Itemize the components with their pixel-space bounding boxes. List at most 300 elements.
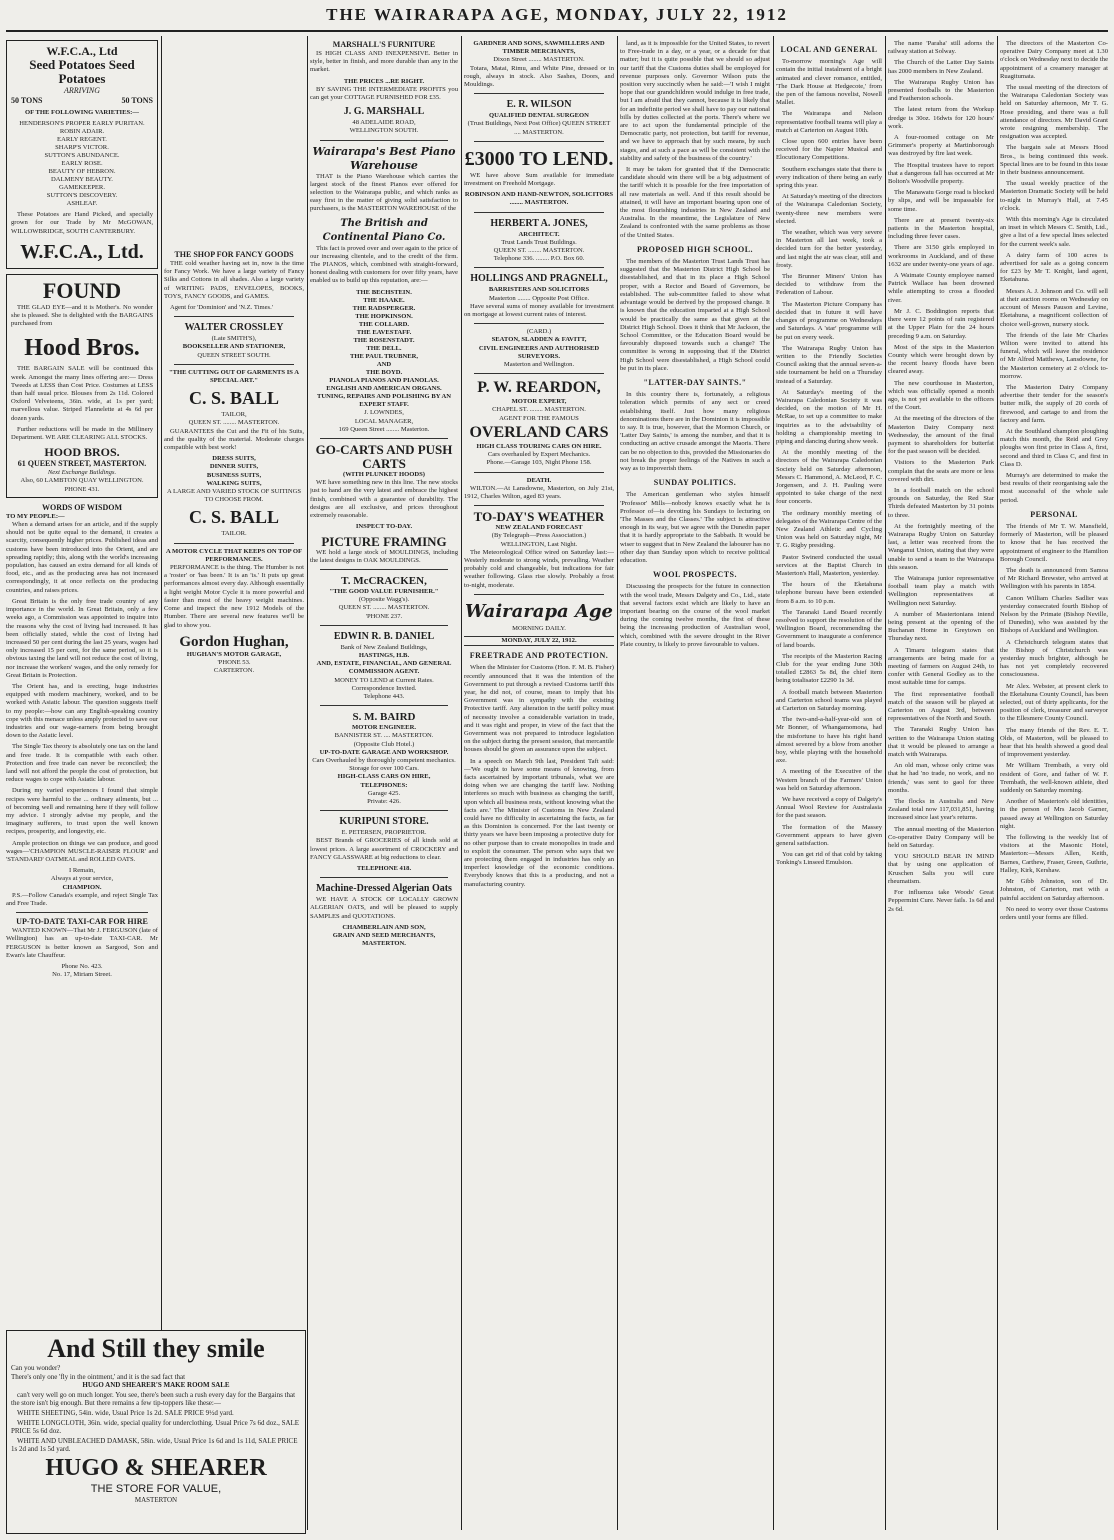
marshall-name: J. G. MARSHALL <box>343 106 425 118</box>
hughan-name: Gordon Hughan, <box>179 633 289 650</box>
masthead: THE WAIRARAPA AGE, MONDAY, JULY 22, 1912 <box>326 5 788 24</box>
variety-item: SUTTON'S ABUNDANCE. <box>44 152 120 160</box>
baird-tel-head: TELEPHONES: <box>360 781 408 789</box>
wfca-tons-left: 50 TONS <box>11 96 43 105</box>
column-rule <box>773 36 774 1530</box>
variety-item: EARLY ROSE. <box>61 160 103 168</box>
divider <box>474 141 604 142</box>
news-item: The friends of the late Mr Charles Wilton were invited to attend his funeral, which will leave the residence of Mr Alfred Matthews, Lansdowne, for the Masterton cemetery at 2 o'clock to-morrow. <box>1000 331 1108 380</box>
tuning: TUNING, REPAIRS AND POLISHING BY AN EXPERT STAFF. <box>316 393 452 409</box>
divider <box>474 212 604 213</box>
column-5 <box>620 40 770 1535</box>
jones-addr: QUEEN ST. ........ MASTERTON. <box>493 247 585 255</box>
divider <box>474 505 604 506</box>
piano-company: The British and Continental Piano Co. <box>322 217 446 243</box>
ball-body: GUARANTEES the Cut and the Fit of his Suits, and the quality of the material. Moderate charges compatible with best work! <box>164 427 304 452</box>
mccracken-slogan: "THE GOOD VALUE FURNISHER." <box>329 587 439 595</box>
school-title: PROPOSED HIGH SCHOOL. <box>636 244 754 254</box>
oats-trade: GRAIN AND SEED MERCHANTS, <box>332 932 436 939</box>
smile-q2: There's only one 'fly in the ointment,' and it is the sad fact that <box>11 1372 186 1381</box>
taxi-title: UP-TO-DATE TAXI-CAR FOR HIRE <box>16 917 148 927</box>
hood-bros-name: Hood Bros. <box>24 335 140 362</box>
divider <box>474 594 604 595</box>
news-item: We have received a copy of Dalgety's Annual Wool Review for Australasia for the past season. <box>776 796 882 820</box>
shop-agent: Agent for 'Dominion' and 'N.Z. Times.' <box>170 304 273 312</box>
news-item: A four-roomed cottage on Mr Grimmer's property at Martinborough was destroyed by fire last week. <box>888 134 994 158</box>
personal-item: Another of Masterton's old identities, in the person of Mrs Jacob Garner, passed away at Wellington on Saturday night. <box>1000 798 1108 830</box>
weather-by: (By Telegraph—Press Association.) <box>491 532 587 540</box>
school-body: The members of the Masterton Trust Lands Trust has suggested that the Masterton District High School be disestablished, and that in its place a High School proper, with a Rector and Board of Governors, be established. The sub-committee failed to show what advantage would be derived by the proposed change. It is known that the education imparted at a High School would be practically the same as that given at the District High School. Does it think that Mr Jackson, the School Committee, or the Education Board would be favourably disposed towards such a change? The committee is wrong in supposing that if the District High School were disestablished, a High School could be put in its place. <box>620 258 770 372</box>
wfca-headline: Seed Potatoes Seed Potatoes <box>29 57 135 86</box>
variety-item: SHARP'S VICTOR. <box>55 144 109 152</box>
reardon-body: Cars overhauled by Expert Mechanics. <box>487 451 591 459</box>
ball-name: C. S. BALL <box>188 388 280 409</box>
daniel-name: EDWIN R. B. DANIEL <box>333 630 435 642</box>
news-item: The usual weekly practice of the Masterton Dramatic Society will be held to-night in Murray's Hall, at 7.45 o'clock. <box>1000 180 1108 212</box>
wfca-title: W.F.C.A., Ltd <box>46 44 118 58</box>
news-item: The Masterton Picture Company has decided that in future it will have changes of programme on Wednesdays and Saturdays. A 'star' programme will be put on every week. <box>776 300 882 341</box>
smile-title: And Still they smile <box>47 1334 265 1363</box>
wfca-footer: W.F.C.A., Ltd. <box>20 240 144 263</box>
freetrade-title: FREETRADE AND PROTECTION. <box>469 651 609 661</box>
column-rule <box>161 36 162 1530</box>
news-item: With this morning's Age is circulated an inset in which Messrs C. Smith, Ltd., give a list of a few special lines selected for the current week's sale. <box>1000 216 1108 248</box>
weather-title: TO-DAY'S WEATHER <box>473 509 605 525</box>
lend-title: £3000 TO LEND. <box>464 147 614 170</box>
news-item: The receipts of the Masterton Racing Club for the year ending June 30th totalled £2863 5s 8d, the chief item being totalisator £2290 1s 3d. <box>776 652 882 685</box>
framing-body: WE hold a large stock of MOULDINGS, including the latest designs in OAK MOULDINGS. <box>310 548 458 564</box>
column-4 <box>464 40 614 1535</box>
news-item: At the fortnightly meeting of the Wairarapa Rugby Union on Saturday last, a letter was received from the Wanganui Union, stating that they were unable to send a team to the Wairarapa this season. <box>888 522 994 571</box>
local-general-title: LOCAL AND GENERAL <box>780 45 878 54</box>
divider <box>320 810 448 811</box>
news-item: The Wairarapa Rugby Union has presented footballs to the Masterton and Featherston schools. <box>888 78 994 103</box>
smile-sale: HUGO AND SHEARER'S MAKE ROOM SALE <box>82 1381 230 1390</box>
wisdom-ps: P.S.—Follow Canada's example, and reject Single Tax and Free Trade. <box>6 891 158 907</box>
hugo-town: MASTERTON <box>134 1495 178 1504</box>
news-item: The flocks in Australia and New Zealand total now 117,031,851, having increased since last year's returns. <box>888 798 994 822</box>
marshall-save: BY SAVING THE INTERMEDIATE PROFITS you can get your COTTAGE FURNISHED FOR £35. <box>310 85 458 102</box>
found-further: Further reductions will be made in the Millinery Department. WE ARE CLEARING ALL STOCKS. <box>11 425 153 442</box>
seaton-card: (CARD.) <box>526 328 552 336</box>
oats-body: WE HAVE A STOCK OF LOCALLY GROWN ALGERIAN OATS, and will be pleased to supply SAMPLES and QUOTATIONS. <box>310 896 458 920</box>
death-title: DEATH. <box>526 476 552 484</box>
hollings-body: Have several sums of money available for investment on mortgage at lowest current rates of interest. <box>464 302 614 319</box>
news-item: Mr J. C. Boddington reports that there were 12 points of rain registered at the Upper Plain for the 24 hours preceding 9 a.m. on Saturday. <box>888 307 994 340</box>
news-item: Close upon 600 entries have been received for the Napier Musical and Elocutionary Competitions. <box>776 138 882 162</box>
crossley-addr: QUEEN STREET SOUTH. <box>197 351 271 359</box>
ball-slogan: "THE CUTTING OUT OF GARMENTS IS A SPECIAL ART." <box>168 368 300 385</box>
wfca-varieties-list <box>11 120 153 208</box>
news-item: The bargain sale at Messrs Hood Bros., is being continued this week. Special lines are to be found in this issue in their business announcement. <box>1000 144 1108 177</box>
daniel-trade: AND, ESTATE, FINANCIAL, AND GENERAL COMMISSION AGENT. <box>316 660 452 676</box>
gardner-name: GARDNER AND SONS, SAWMILLERS AND TIMBER MERCHANTS, <box>473 40 605 56</box>
wisdom-p1: When a demand arises for an article, and if the supply should not be quite equal to the demand, it creates a scarcity, consequently higher prices. Published ideas and customs have been introduced into the Orient, and are spreading rapidly; this, along with the world's increasing population, has caused an extra demand for all kinds of food, etc., and as the producing area has not increased correspondingly, it at once reflects on the producing countries, and raises prices. <box>6 521 158 594</box>
wisdom-to: TO MY PEOPLE:— <box>6 512 65 520</box>
news-item: At the monthly meeting of the directors of the Wairarapa Caledonian Society held on Saturday afternoon, Messrs C. Hammond, A. McLeod, F. C. Jorgensen, and J. H. Pauling were appointed to take charge of the next four concerts. <box>776 449 882 506</box>
saints-title: "LATTER-DAY SAINTS." <box>643 377 747 387</box>
found-line: THE GLAD EYE—and it is Mother's. No wonder she is pleased. She is delighted with the BARGAINS purchased from <box>11 303 153 328</box>
lend-body: WE have above Sum available for immediate investment on Freehold Mortgage. <box>464 171 614 188</box>
baird-hire: HIGH-CLASS CARS ON HIRE, <box>337 773 431 781</box>
ball-trade-2: TAILOR. <box>221 530 247 538</box>
baird-addr: BANNISTER ST. .... MASTERTON. <box>334 732 434 740</box>
marshall-title: MARSHALL'S FURNITURE <box>332 40 436 49</box>
news-item: Pastor Swinerd conducted the usual services at the Baptist Church in Masterton's Hall, Masterton, yesterday. <box>776 553 882 577</box>
taxi-body: WANTED KNOWN—That Mr J. FERGUSON (late of Wellington) has an up-to-date TAXI-CAR. Mr FERGUSON is better known as Sargood, Son and Ewan's late Chauffeur. <box>6 927 158 959</box>
hood-address: 61 QUEEN STREET, MASTERTON. <box>17 459 147 469</box>
baird-garage: UP-TO-DATE GARAGE AND WORKSHOP. <box>319 748 449 756</box>
personal-item: The friends of Mr T. W. Mansfield, formerly of Masterton, will be pleased to know that he has received the appointment of engineer to the Hamilton Borough Council. <box>1000 522 1108 563</box>
hughan-town: CARTERTON. <box>213 667 255 675</box>
news-item: The first representative football match of the season will be played at Carterton on August 3rd, between representatives of the North and South. <box>888 690 994 723</box>
column-rule <box>997 36 998 1530</box>
news-item: At the Southland champion ploughing match this month, the Reid and Grey ploughs won first prize in Class A, first, second and third in Class C, and first in Class D. <box>1000 427 1108 468</box>
jones-name: HERBERT A. JONES, <box>490 217 588 229</box>
hollings-addr: Masterton ........ Opposite Post Office. <box>488 294 590 302</box>
daniel-bank: Bank of New Zealand Buildings, <box>340 643 428 651</box>
divider <box>320 438 448 439</box>
politics-title: SUNDAY POLITICS. <box>653 478 737 488</box>
wfca-note: These Potatoes are Hand Picked, and specially grown for our Trade by Mr McGOWAN, WILLOWBRIDGE, SOUTH CANTERBURY. <box>11 211 153 235</box>
seaton-towns: Masterton and Wellington. <box>503 361 575 369</box>
news-item: The two-and-a-half-year-old son of Mr Bonner, of Whangamomona, had the misfortune to have his right hand almost severed by a blow from another boy, while playing with the household axe. <box>776 716 882 765</box>
wfca-tons-right: 50 TONS <box>121 96 153 105</box>
divider <box>16 912 148 913</box>
news-item: The formation of the Massey Government appears to have given general satisfaction. <box>776 823 882 848</box>
oats-name: CHAMBERLAIN AND SON, <box>342 923 426 931</box>
pianola: PIANOLA PIANOS AND PIANOLAS. <box>329 376 439 384</box>
news-item: Visitors to the Masterton Park complain that the seats are more or less covered with dirt. <box>888 459 994 483</box>
smile-q1: Can you wonder? <box>11 1364 61 1372</box>
ball-suits1: DRESS SUITS, <box>212 455 256 463</box>
hood-bros-footer: HOOD BROS. <box>44 445 120 460</box>
hughan-garage: HUGHAN'S MOTOR GARAGE, <box>186 650 282 658</box>
variety-item: ASHLEAF. <box>66 200 98 208</box>
smile-line3: WHITE AND UNBLEACHED DAMASK, 58in. wide, Usual Price 1s 6d and 1s 11d, SALE PRICE 1s 2d and 1s 5d yard. <box>11 1436 298 1454</box>
hood-next: Next Exchange Buildings. <box>47 469 117 477</box>
shop-title: THE SHOP FOR FANCY GOODS <box>174 250 294 259</box>
variety-item: DALMENY BEAUTY. <box>51 176 113 184</box>
death-body: WILTON.—At Lansdowne, Masterton, on July 21st, 1912, Charles Wilton, aged 83 years. <box>464 484 614 500</box>
wisdom-p2: Great Britain is the only free trade country of any importance in the world. In Great Britain, only a few weeks ago, a Commission was appointed to inquire into the reasons why the cost of living had increased. It has been officially stated, while the cost of living had increased 50 per cent during the last 25 years, wages had only increased 15 per cent, for the same period, so it is obvious taxing the land will not reduce the cost of living, nor increase the workers' wages, and the only remedy for Great Britain is Protection. <box>6 597 158 679</box>
wfca-advert <box>6 40 158 269</box>
found-advert <box>6 274 158 498</box>
column-rule <box>461 36 462 1530</box>
hood-also: Also, 60 LAMBTON QUAY WELLINGTON. <box>20 477 144 485</box>
gocarts-title: GO-CARTS AND PUSH CARTS <box>315 442 453 472</box>
piano-make: THE PAUL TRUBNER, <box>349 352 419 360</box>
wilson-name: E. R. WILSON <box>506 99 572 111</box>
news-item: You can get rid of that cold by taking Tonking's Linseed Emulsion. <box>776 851 882 867</box>
paper-title: Wairarapa Age <box>465 600 613 622</box>
news-item: The latest return from the Workup dredge is 30oz. 16dwts for 120 hours' work. <box>888 106 994 130</box>
divider <box>320 569 448 570</box>
ball-stock: A LARGE AND VARIED STOCK OF SUITINGS TO CHOOSE FROM. <box>166 488 302 504</box>
variety-item: BEAUTY OF HEBRON. <box>48 168 116 176</box>
news-item: The Masterton Dairy Company advertise their tender for the season's butter milk, the supply of 20 cords of firewood, and cartage to and from the factory and farm. <box>1000 383 1108 424</box>
news-item: Murray's are determined to make the best results of their reorganising sale the most successful of the whole sale period. <box>1000 471 1108 504</box>
kuripuni-owner: E. PETERSEN, PROPRIETOR. <box>341 829 427 837</box>
wisdom-p4: The Single Tax theory is absolutely one tax on the land and free trade. It is compatible with each other. Protection and free trade can never be reconciled; the land will not afford the people the cost of protection, but reduce wages to cope with Asiatic labour. <box>6 743 158 784</box>
personal-item: A Christchurch telegram states that the Bishop of Christchurch was yesterday much brighter, although he has not yet completely recovered consciousness. <box>1000 638 1108 679</box>
hugo-shearer-advert <box>6 1330 306 1534</box>
reardon-addr: CHAPEL ST. ........ MASTERTON. <box>492 406 586 414</box>
news-item: The Church of the Latter Day Saints has 2000 members in New Zealand. <box>888 59 994 75</box>
piano-make: THE BECHSTEIN. <box>356 288 412 296</box>
crossley-late: (Late SMITH'S), <box>211 335 257 343</box>
smile-line1: WHITE SHEETING, 54in. wide, Usual Price 1s 2d. SALE PRICE 9½d yard. <box>17 1408 234 1417</box>
overland-cars: OVERLAND CARS <box>469 423 609 441</box>
news-item: YOU SHOULD BEAR IN MIND that by using one application of Kruschen Salts you will cure rheumatism. <box>888 853 994 885</box>
daniel-corr: Correspondence Invited. <box>351 684 417 692</box>
news-item: Messrs A. J. Johnson and Co. will sell at their auction rooms on Wednesday on account of Messrs Pauson and Levine, Eketahuna, a magnificent collection of choice well-grown, nursery stock. <box>1000 287 1108 328</box>
ball-trade: TAILOR, <box>221 411 247 419</box>
baird-name: S. M. BAIRD <box>352 711 416 724</box>
news-item: The usual meeting of the directors of the Wairarapa Caledonian Society was held on Saturday afternoon, Mr T. G. Hose presiding, and there was a full attendance of directors. Mr David Grant wrote resigning membership. The resignation was accepted. <box>1000 84 1108 141</box>
news-item: The new courthouse in Masterton, which was officially opened a month ago, is not yet available to the officers of the Court. <box>888 379 994 412</box>
divider <box>320 705 448 706</box>
organs: ENGLISH AND AMERICAN ORGANS. <box>326 384 442 392</box>
seaton-name: SEATON, SLADDEN & FAVITT, <box>491 336 587 344</box>
news-item: At Saturday's meeting of the Wairarapa Caledonian Society it was decided, on the motion of Mr H. McRae, to set up a committee to make inquiries as to the advisability of holding a championship meeting in piping and dancing during show week. <box>776 388 882 445</box>
wisdom-sign2: Always at your service, <box>50 875 114 883</box>
daniel-money: MONEY TO LEND at Current Rates. <box>334 676 434 684</box>
gocarts-inspect: INSPECT TO-DAY. <box>355 523 413 531</box>
hugo-shearer-name: HUGO & SHEARER <box>45 1454 267 1481</box>
divider <box>174 316 294 317</box>
paper-sub: MORNING DAILY. <box>512 624 566 632</box>
news-item: In a football match on the school grounds on Saturday, the Red Star Thirds defeated Masterton by 31 points to three. <box>888 486 994 519</box>
news-item: The weather, which was very severe in Masterton all last week, took a decided turn for the better yesterday, and last night the air was clear, still and frosty. <box>776 229 882 269</box>
news-item: The Wairarapa Rugby Union has written to the Friendly Societies Council asking that the annual seven-a-side tournament be held on a Thursday instead of a Saturday. <box>776 344 882 385</box>
ball-suits4: WALKING SUITS, <box>206 479 262 487</box>
daniel-town: HASTINGS, H.B. <box>358 651 410 659</box>
found-title: FOUND <box>42 277 122 303</box>
column-7 <box>888 40 994 1535</box>
baird-body: Cars Overhauled by thoroughly competent mechanics. <box>312 756 456 764</box>
piano-body: THAT is the Piano Warehouse which carries the largest stock of the finest Pianos ever offered for selection to the Wairarapa public, and which ranks as easy first in the matter of giving solid satisfaction to purchasers, is the MASTERTON WAREHOUSE of the <box>310 172 458 213</box>
variety-item: HENDERSON'S PROPER EARLY PURITAN. <box>19 120 145 128</box>
news-item: There are 3150 girls employed in workrooms in Auckland, and of these 1632 are under twenty-one years of age. <box>888 244 994 268</box>
marshall-prices: THE PRICES ...RE RIGHT. <box>343 77 425 85</box>
mccracken-opp: (Opposite Wagg's). <box>358 596 410 604</box>
framing-title: PICTURE FRAMING <box>321 533 447 549</box>
wilson-trade: QUALIFIED DENTAL SURGEON <box>489 112 589 120</box>
divider <box>474 373 604 374</box>
hollings-trade: BARRISTERS AND SOLICITORS <box>488 286 590 294</box>
divider <box>474 93 604 94</box>
weather-sub: NEW ZEALAND FORECAST <box>495 524 583 532</box>
gocarts-sub: (WITH PLUNKET HOODS) <box>343 471 425 479</box>
reardon-phone: Phone.—Garage 103, Night Phone 158. <box>486 459 592 467</box>
smile-body: can't very well go on much longer. You see, there's been such a rush every day for the Bargains that the store isn't big enough. But there remains a few tip-toppers like these:— <box>11 1390 296 1408</box>
piano-make: THE HAAKE. <box>363 296 405 304</box>
oats-title: Machine-Dressed Algerian Oats <box>316 883 452 895</box>
taxi-advert <box>6 917 158 979</box>
news-item: The ordinary monthly meeting of delegates of the Wairarapa Centre of the New Zealand Athletic and Cycling Union was held on Saturday night, Mr T. G. Rigby presiding. <box>776 509 882 550</box>
wool-body: Discussing the prospects for the future in connection with the wool trade, Messrs Dalgety and Co., Ltd., state that several factors exist which are likely to have an important bearing on the course of the wool market during the coming twelve months, the first of these being the increasing production of Australian wool, which, combined with the severe drought in the River Plate country, is likely to prove favourable to values. <box>620 583 770 648</box>
gardner-addr: Dixon Street ........ MASTERTON. <box>493 56 585 64</box>
divider <box>320 625 448 626</box>
variety-item: GAMEKEEPER. <box>59 184 105 192</box>
seaton-trade: CIVIL ENGINEERS AND AUTHORISED SURVEYORS. <box>478 344 600 360</box>
news-item: A number of Mastertonians intend being present at the opening of the Buchanan Home in Greytown on Thursday next. <box>888 610 994 643</box>
variety-item: EARLY REGENT. <box>57 136 107 144</box>
freetrade-p1: When the Minister for Customs (Hon. F. M. B. Fisher) recently announced that it was the intention of the Government to put through a revised Customs tariff this year, he did not, of course, mean to imply that his Government was in sympathy with the existing Protective tariff. Any alteration in the tariff policy must of necessity involve a considerable variation in trade, and it was right and proper, in view of the fact that the Government was not prepared to introduce legislation on the subject during the present session, that mercantile houses should be given an assurance upon the subject. <box>464 664 614 754</box>
baird-opp: (Opposite Club Hotel.) <box>353 740 415 748</box>
reardon-agent: AGENT FOR THE FAMOUS <box>499 414 579 422</box>
politics-body: The American gentleman who styles himself 'Professor' Mills—nobody knows exactly what he is Professor of—is devoting his Sundays to lecturing on 'The Masses and the Classes.' The subject is attractive enough in its way, but we agree with the Dunedin paper that it is hardly appropriate to the Sabbath. It would be wiser to suggest that in New Zealand the labourer has no other day than Sunday upon which to receive political education. <box>620 491 770 564</box>
marshall-town: WELLINGTON SOUTH. <box>349 127 419 135</box>
motor-title: A MOTOR CYCLE THAT KEEPS ON TOP OF PERFORMANCES. <box>165 547 303 563</box>
personal-item: The following is the weekly list of visitors at the Masonic Hotel, Masterton:—Messrs Allen, Keith, Barnes, Carthew, Fraser, Green, Guthrie, Halley, Kirk, Kershaw. <box>1000 834 1108 874</box>
wisdom-sign1: I Remain, <box>68 867 95 875</box>
hollings-name: HOLLINGS AND PRAGNELL, <box>470 273 608 285</box>
baird-tel1: Garage 425. <box>367 789 401 797</box>
taxi-phone: Phone No. 423. <box>61 963 103 971</box>
oats-town: MASTERTON. <box>362 940 406 948</box>
kuripuni-tel: TELEPHONE 418. <box>356 864 412 872</box>
ball-suits2: DINNER SUITS, <box>209 463 259 471</box>
hood-phone: PHONE 431. <box>64 485 100 493</box>
mccracken-addr: QUEEN ST. ........ MASTERTON. <box>338 604 430 612</box>
wilson-addr: (Trust Buildings, Next Post Office) QUEEN STREET .... MASTERTON. <box>467 120 611 136</box>
news-item: The Hospital trustees have to report that a dangerous fall has occurred at Mr Bolton's Woodville property. <box>888 161 994 186</box>
piano-title: Wairarapa's Best Piano Warehouse <box>312 144 456 172</box>
lend-firm: ROBINSON AND HAND-NEWTON, SOLICITORS ........ MASTERTON. <box>464 191 614 207</box>
divider <box>174 364 294 365</box>
wisdom-p3: The Orient has, and is erecting, huge industries equipped with modern machinery, worked, and to be worked with Asiatic labour. The question suggests itself to my people:—how can any English-speaking country cope with this menace unless amply protected to save our industries and our wage-earners from being brought down to the Asiatic level. <box>6 682 158 740</box>
ball-addr: QUEEN ST. ........ MASTERTON. <box>188 419 280 427</box>
piano-make: THE EAVESTAFF. <box>356 328 412 336</box>
piano-make: THE DELL. <box>366 344 402 352</box>
piano-make: THE HOPKINSON. <box>355 312 413 320</box>
news-item: The Wairarapa and Nelson representative football teams will play a match at Carterton on August 10th. <box>776 110 882 134</box>
baird-trade: MOTOR ENGINEER. <box>352 724 416 732</box>
wfca-tons <box>11 96 153 106</box>
crossley-trade: BOOKSELLER AND STATIONER, <box>182 343 286 351</box>
masthead-rule <box>6 30 1108 32</box>
freetrade-p2: In a speech on March 9th last, President Taft said:—'We ought to have some means of knowing, from facts ascertained by important tribunals, what we are doing when we are changing the tariff law. Nothing interferes so much with business as changing the tariff, upon which all business rests, without knowing what the facts are.' The Minister of Customs in New Zealand could have no difficulty in ascertaining the facts, as far as this Dominion is concerned. For the last twenty or thirty years we have been imposing a protective duty for no other purpose than to create monopolies in trade and to exploit the consumer. The person who says that we are protecting them engaged in industries has only an imperfect knowledge of the economic conditions. Everybody knows that this is a producing, and not a manufacturing country. <box>464 757 614 888</box>
piano-make: THE RADSPERGER. <box>352 304 416 312</box>
variety-item: ROBIN ADAIR. <box>59 128 105 136</box>
weather-place: WELLINGTON, Last Night. <box>500 540 578 548</box>
column-rule <box>617 36 618 1530</box>
news-item: The Wairarapa junior representative football team play a match with Wellington representatives at Wellington next Saturday. <box>888 574 994 607</box>
personal-item: The death is announced from Samoa of Mr Richard Brewster, who arrived at Wellington with his parents in 1854. <box>1000 566 1108 591</box>
piano-make: THE ROSENSTADT. <box>353 336 415 344</box>
wool-title: WOOL PROSPECTS. <box>653 570 737 580</box>
ball-name-2: C. S. BALL <box>188 507 280 528</box>
news-item: Southern exchanges state that there is every indication of there being an early spring this year. <box>776 165 882 190</box>
divider <box>474 323 604 324</box>
found-body: THE BARGAIN SALE will be continued this week. Amongst the many lines offering are:— Dress Tweeds at LESS than Cost Price. Costumes at LESS than half usual price. Blouses from 2s 11d. Colored Oxford Velveteens, 36in. wide, at 1s per yard; marvellous value. Striped Flannelette at 4s 6d per dozen yards. <box>11 365 153 422</box>
crossley-name: WALTER CROSSLEY <box>184 322 284 334</box>
taxi-address: No. 17, Miriam Street. <box>52 971 112 979</box>
news-item: A Waimate County employee named Patrick Wallace has been drowned while attempting to cross a flooded river. <box>888 272 994 304</box>
news-item: The Manawatu Gorge road is blocked by slips, and will be impassable for some time. <box>888 189 994 213</box>
hughan-phone: 'PHONE 53. <box>217 658 251 666</box>
wisdom-p5: During my varied experiences I found that simple recipes were harmful to the ... ordinary ailments, but ... of becoming well and remaining here if they will follow my advice. I strongly advise my people, and the imaginary sufferers, to trust upon the well known recipes, prosperity, and longevity, etc. <box>6 787 158 836</box>
personal-item: No need to worry over those Customs orders until your forms are filled. <box>1000 905 1108 921</box>
jones-trade: ARCHITECT. <box>518 230 560 238</box>
piano-makes <box>310 289 458 377</box>
news-item: A dairy farm of 100 acres is advertised for sale as a going concern for £23 by Mr T. Knight, land agent, Eketahuna. <box>1000 251 1108 284</box>
wisdom-p6: Ample protection on things we can produce, and good wages—'CHAMPION MUSCLE-RAISER FLOUR' and 'STANDARD' OATMEAL and ROLLED OATS. <box>6 839 158 863</box>
piano-body-2: This fact is proved over and over again to the price of our increasing clientele, and to the credit of the firm. The PIANOS, which, combined with straight-forward, honest dealing with customers for over fifty years, have enabled us to build up this reputation, are:— <box>310 244 458 285</box>
piano-role: LOCAL MANAGER, <box>354 417 414 425</box>
news-item: The directors of the Masterton Co-operative Dairy Company meet at 1.30 o'clock on Wednesday next to decide the appointment of a creamery manager at Ruagitumata. <box>1000 40 1108 80</box>
mccracken-name: T. McCRACKEN, <box>341 574 427 587</box>
news-item: The Taranaki Rugby Union has written to the Wairarapa Union stating that it would be pleased to arrange a match with Wairarapa. <box>888 726 994 759</box>
gocarts-body: WE have something new in this line. The new stocks just to hand are the very latest and embrace the highest finish, combined with a guarantee of durability. The designs are all exclusive, and prices throughout extremely reasonable. <box>310 479 458 520</box>
paper-date: MONDAY, JULY 22, 1912. <box>464 636 614 646</box>
column-2 <box>164 250 304 1325</box>
news-item: A Timaru telegram states that arrangements are being made for a meeting of farmers on August 24th, to confer with General Godley as to the most suitable time for camps. <box>888 646 994 687</box>
news-item: At the meeting of the directors of the Masterton Dairy Company next Wednesday, the amount of the final payment to shareholders for butterfat for the past season will be decided. <box>888 415 994 456</box>
personal-item: Mr William Trembath, a very old resident of Gore, and father of W. F. Trembath, the well-known athlete, died suddenly on Saturday morning. <box>1000 762 1108 795</box>
news-item: An old man, whose only crime was that he had 'no trade, no work, and no friends,' was sent to gaol for three months. <box>888 762 994 794</box>
marshall-body: IS HIGH CLASS AND INEXPENSIVE. Better in style, better in finish, and more durable than any in the market. <box>310 50 458 74</box>
wfca-arriving: ARRIVING <box>64 86 100 95</box>
smile-line2: WHITE LONGCLOTH, 36in. wide, special quality for underclothing. Usual Price 7s 6d doz., SALE PRICE 5s 6d doz. <box>11 1418 300 1436</box>
words-of-wisdom <box>6 503 158 908</box>
column-3 <box>310 40 458 1535</box>
baird-storage: Storage for over 100 Cars. <box>349 765 419 773</box>
divider <box>474 267 604 268</box>
piano-manager: J. LOWNDES, <box>364 409 404 417</box>
variety-item: SUTTON'S DISCOVERY. <box>46 192 118 200</box>
news-item: The name 'Paraha' still adorns the railway station at Solway. <box>888 40 994 56</box>
ball-suits3: BUSINESS SUITS, <box>206 471 262 479</box>
news-item: The hours of the Eketahuna telephone bureau have been extended from 8 a.m. to 10 p.m. <box>776 581 882 605</box>
freetrade-p4: It may be taken for granted that if the Democratic candidate should win there will be a big adjustment of the tariff which it is possible for the free importation of all raw materials as well. And if this result should be attained, it will have an important bearing upon one of the most flourishing industries in New Zealand and Australia. In the meantime, the Legislature of New Zealand is confronted with the same problems as those of the United States. <box>620 166 770 239</box>
divider <box>174 543 294 544</box>
personal-item: The many friends of the Rev. E. T. Olds, of Masterton, will be pleased to hear that his health showed a good deal of improvement yesterday. <box>1000 726 1108 759</box>
column-6 <box>776 40 882 1535</box>
news-item: A football match between Masterton and Carterton school teams was played at Carterton on Saturday morning. <box>776 688 882 713</box>
column-1 <box>6 40 158 1535</box>
mccracken-phone: 'PHONE 237. <box>365 612 403 620</box>
reardon-hire: HIGH CLASS TOURING CARS ON HIRE. <box>476 442 602 450</box>
piano-make: THE BOYD. <box>365 368 403 376</box>
column-8 <box>1000 40 1108 1535</box>
news-item: The Brunner Miners' Union has decided to withdraw from the Federation of Labour. <box>776 273 882 297</box>
personal-item: Canon William Charles Sadlier was yesterday consecrated fourth Bishop of Nelson by the Primate (Bishop Neville, of Dunedin), who was assisted by the Bishops of Auckland and Wellington. <box>1000 594 1108 635</box>
marshall-addr: 48 ADELAIDE ROAD, <box>352 119 416 127</box>
reardon-trade: MOTOR EXPERT, <box>511 398 567 406</box>
daniel-tel: Telephone 443. <box>363 692 405 700</box>
hugo-tagline: THE STORE FOR VALUE, <box>90 1482 222 1495</box>
jones-bldg: Trust Lands Trust Buildings. <box>501 238 577 246</box>
wisdom-title: WORDS OF WISDOM <box>41 502 122 512</box>
news-item: To-morrow morning's Age will contain the initial instalment of a bright animated and clever romance, entitled, 'The Dark House at Hedgecote,' from the pen of the famous novelist, Nowell Mallet. <box>776 58 882 107</box>
weather-body: The Meteorological Office wired on Saturday last:— Westerly moderate to strong winds, prevailing. Weather probably cold and changeable, but indications for fair weather following. Glass rise slowly. Probably a frost to-night, moderate. <box>464 548 614 589</box>
divider <box>320 140 448 141</box>
news-item: There are at present twenty-six patients in the Masterton hospital, including three fever cases. <box>888 216 994 241</box>
reardon-name: P. W. REARDON, <box>477 379 601 397</box>
news-item: The Taranaki Land Board recently resolved to support the resolution of the Wellington Board, recommending the Government to inaugurate a conference of land boards. <box>776 608 882 649</box>
divider <box>474 472 604 473</box>
piano-addr: 169 Queen Street ........ Masterton. <box>338 425 430 433</box>
divider <box>320 877 448 878</box>
wisdom-sign3: CHAMPION. <box>62 883 102 891</box>
kuripuni-body: BEST Brands of GROCERIES of all kinds sold at lowest prices. A large assortment of CROCKERY and FANCY GLASSWARE at big reductions to clear. <box>310 837 458 861</box>
wfca-varieties-head: OF THE FOLLOWING VARIETIES:— <box>25 109 139 116</box>
motor-body: PERFORMANCE is the thing. The Humber is not a 'roster' or 'has been.' It is an 'is.' It puts up great performances almost every day. Although essentially a light weight Motor Cycle it is more powerful and faster than most of the heavy weight machines. Come and inspect the new 1912 Models of the Humber. There are several new features we'll be glad to show you. <box>164 564 304 629</box>
news-item: At Saturday's meeting of the directors of the Wairarapa Caledonian Society, twenty-three new members were elected. <box>776 193 882 225</box>
